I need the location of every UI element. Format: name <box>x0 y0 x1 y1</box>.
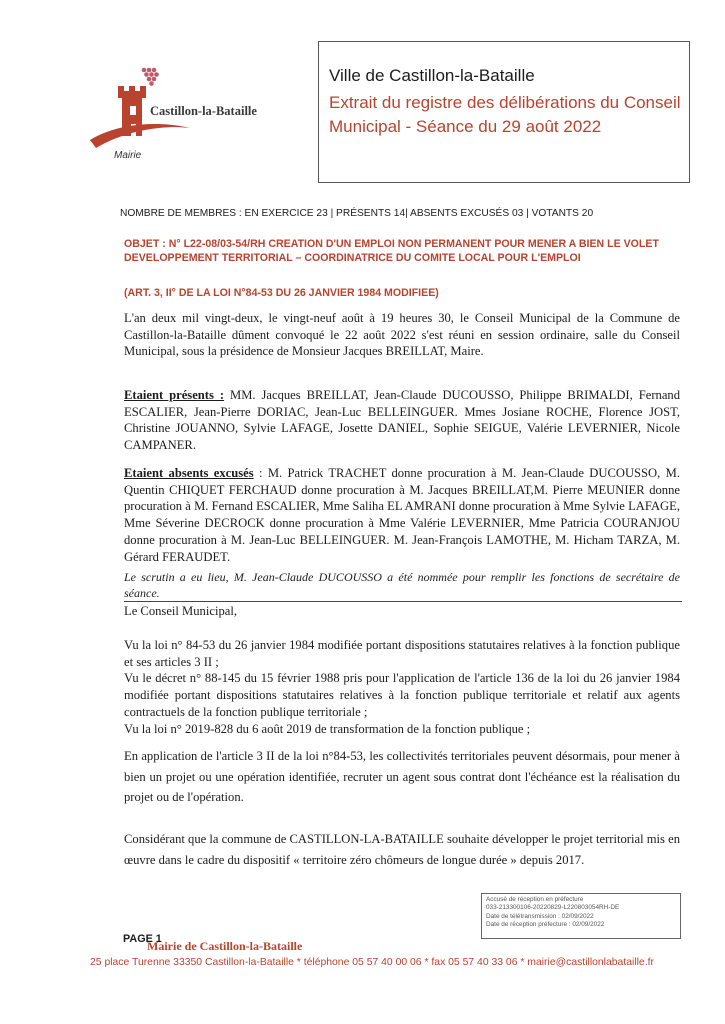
absents-paragraph <box>124 465 680 565</box>
header-extract: Extrait du registre des délibérations du Conseil Municipal - Séance du 29 août 2022 <box>329 93 681 136</box>
intro-paragraph: L'an deux mil vingt-deux, le vingt-neuf août à 19 heures 30, le Conseil Municipal de la Commune de Castillon-la-Bataille dûment convoqué le 22 août 2022 s'est réuni en session ordinaire, salle du Conseil Municipal, sous la présidence de Monsieur Jacques BREILLAT, Maire. <box>124 311 680 359</box>
considerant-paragraph: Considérant que la commune de CASTILLON-LA-BATAILLE souhaite développer le projet territorial mis en œuvre dans le cadre du dispositif « territoire zéro chômeurs de longue durée » depuis 2017. <box>124 832 680 867</box>
stamp-line: Accusé de réception en préfecture <box>486 896 584 903</box>
presents-paragraph <box>124 387 680 454</box>
grape-icon <box>142 68 159 86</box>
objet-title: OBJET : N° L22-08/03-54/RH CREATION D'UN EMPLOI NON PERMANENT POUR MENER A BIEN LE VOLET DEVELOPPEMENT TERRITORIAL – COORDINATRICE DU COMITE LOCAL POUR L'EMPLOI <box>124 238 659 264</box>
divider <box>124 601 682 602</box>
scrutin-paragraph: Le scrutin a eu lieu, M. Jean-Claude DUCOUSSO a été nommée pour remplir les fonctions de secrétaire de séance. <box>124 570 680 600</box>
logo-name: Castillon-la-Bataille <box>150 104 257 118</box>
stamp-line: Date de télétransmission : 02/09/2022 <box>486 912 594 920</box>
header-city: Ville de Castillon-la-Bataille <box>329 66 535 85</box>
stamp-line: Date de réception préfecture : 02/09/2022 <box>486 920 605 928</box>
vu-paragraph <box>124 637 680 737</box>
vu-loi-2019-828: Vu la loi n° 2019-828 du 6 août 2019 de transformation de la fonction publique ; <box>124 721 531 736</box>
footer-address: 25 place Turenne 33350 Castillon-la-Bataille * téléphone 05 57 40 00 06 * fax 05 57 40 33 06 * mairie@castillonlabataille.fr <box>90 957 654 968</box>
members-count: NOMBRE DE MEMBRES : EN EXERCICE 23 | PRÉSENTS 14| ABSENTS EXCUSÉS 03 | VOTANTS 20 <box>120 208 594 219</box>
presents-text: MM. Jacques BREILLAT, Jean-Claude DUCOUSSO, Philippe BRIMALDI, Fernand ESCALIER, Jean-Pierre DORIAC, Jean-Luc BELLEINGUER. Mmes Josiane ROCHE, Florence JOST, Christine JOUANNO, Sylvie LAFAGE, Josette DANIEL, Sophie SEIGUE, Valérie LEVERNIER, Nicole CAMPANER. <box>124 388 680 453</box>
vu-decret-88-145: Vu le décret n° 88-145 du 15 février 1988 pris pour l'application de l'article 136 de la loi du 26 janvier 1984 modifiée portant dispositions statutaires relatives à la fonction publique territoriale et relatif aux agents contractuels de la fonction publique territoriale ; <box>124 671 680 719</box>
objet-reference: (ART. 3, II° DE LA LOI N°84-53 DU 26 JANVIER 1984 MODIFIEE) <box>124 287 439 299</box>
footer-mairie: Mairie de Castillon-la-Bataille <box>147 939 303 953</box>
conseil-heading: Le Conseil Municipal, <box>124 604 237 618</box>
receipt-stamp-text <box>486 896 619 929</box>
absents-text: : M. Patrick TRACHET donne procuration à M. Jean-Claude DUCOUSSO, M. Quentin CHIQUET FERCHAUD donne procuration à M. Jacques BREILLAT,M. Pierre MEUNIER donne procuration à M. Fernand ESCALIER, Mme Saliha EL AMRANI donne procuration à Mme Sylvie LAFAGE, Mme Séverine DECROCK donne procuration à Mme Valérie LEVERNIER, Mme Patricia COURANJOU donne procuration à M. Jean-Luc BELLEINGUER. M. Jean-François LAMOTHE, M. Hicham TARZA, M. Gérard FERAUDET. <box>124 466 680 564</box>
logo-subtitle: Mairie <box>114 150 142 161</box>
vu-loi-84-53: Vu la loi n° 84-53 du 26 janvier 1984 modifiée portant dispositions statutaires relatives à la fonction publique et ses articles 3 II ; <box>124 638 680 669</box>
presents-label: Etaient présents : <box>124 388 225 402</box>
page-number: PAGE 1 <box>123 933 162 945</box>
stamp-line: 033-213300106-20220829-L220803054RH-DE <box>486 904 620 912</box>
absents-label: Etaient absents excusés <box>124 466 254 480</box>
application-paragraph: En application de l'article 3 II de la loi n°84-53, les collectivités territoriales peuvent désormais, pour mener à bien un projet ou une opération identifiée, recruter un agent sous contrat dont l'échéance est la réalisation du projet ou de l'opération. <box>124 749 680 804</box>
